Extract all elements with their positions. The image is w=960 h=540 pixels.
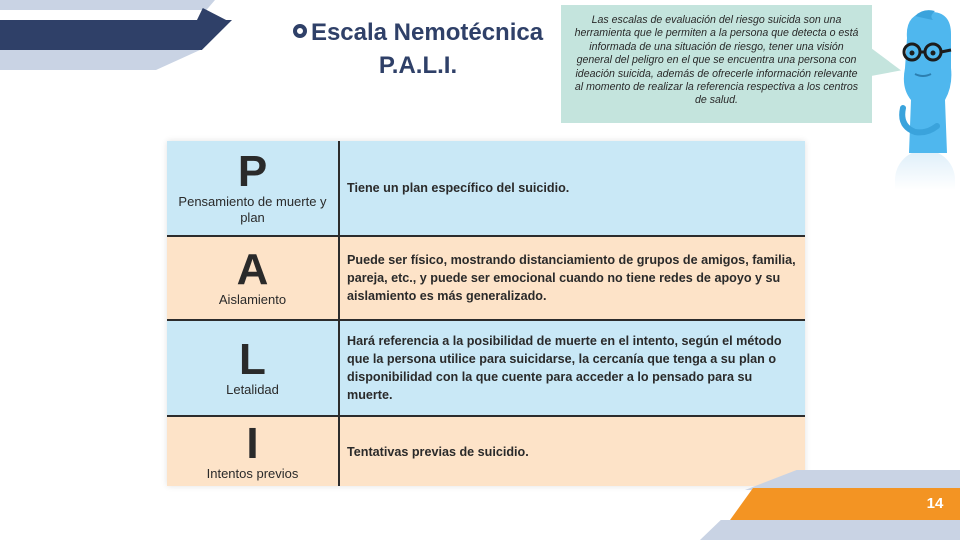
row-letter: A	[236, 245, 269, 294]
letter-cell	[167, 321, 340, 415]
header-decoration-light	[0, 0, 215, 10]
letter-cell	[167, 417, 340, 486]
row-description: Tentativas previas de suicidio.	[347, 444, 529, 459]
description-cell	[340, 237, 805, 319]
speech-bubble	[561, 5, 872, 123]
row-letter: I	[246, 418, 259, 468]
description-cell	[340, 417, 805, 486]
slide-title-line-1	[268, 16, 568, 49]
slide-title-text-1: Escala Nemotécnica	[310, 19, 544, 46]
cartoon-character-icon	[893, 8, 958, 156]
row-word: Pensamiento de muerte y plan	[178, 194, 327, 225]
table-row-l	[167, 321, 805, 417]
slide-title-line-2: P.A.L.I.	[378, 52, 458, 79]
row-letter: P	[237, 147, 268, 196]
description-cell	[340, 321, 805, 415]
row-letter: L	[239, 335, 266, 384]
letter-cell	[167, 141, 340, 235]
footer-decoration-light-lower	[700, 520, 960, 540]
page-number: 14	[926, 495, 944, 512]
row-word: Aislamiento	[218, 292, 287, 307]
speech-bubble-text: Las escalas de evaluación del riesgo suicida son una herramienta que le permiten a la persona que detecta o está informada de una situación de riesgo, tener una visión general del peligro en el que se encuentra una persona con ideación suicida, además de ofrecerle información relevante al momento de realizar la referencia respectiva a los centros de salud.	[574, 14, 859, 107]
header-decoration-light-lower	[0, 50, 200, 70]
pali-table	[167, 141, 805, 486]
row-description: Tiene un plan específico del suicidio.	[347, 181, 570, 195]
row-description: Puede ser físico, mostrando distanciamiento de grupos de amigos, familia, pareja, etc., y puede ser emocional cuando no tiene redes de apoyo y su aislamiento es más generalizado.	[347, 253, 796, 303]
row-word: Letalidad	[226, 382, 279, 397]
header-decoration-navy-tip	[196, 8, 230, 22]
bullet-ring-icon	[293, 24, 307, 38]
row-word: Intentos previos	[206, 465, 299, 481]
row-description: Hará referencia a la posibilidad de muerte en el intento, según el método que la persona utilice para suicidarse, la cercanía que tenga a su plan o disponibilidad con la que cuente para acceder a lo pensado para su muerte.	[347, 334, 782, 402]
slide-title	[268, 16, 568, 82]
table-row-a	[167, 237, 805, 321]
header-decoration-navy	[0, 20, 232, 50]
table-row-p	[167, 141, 805, 237]
letter-cell	[167, 237, 340, 319]
character-reflection	[895, 150, 955, 190]
description-cell	[340, 141, 805, 235]
table-row-i	[167, 417, 805, 486]
